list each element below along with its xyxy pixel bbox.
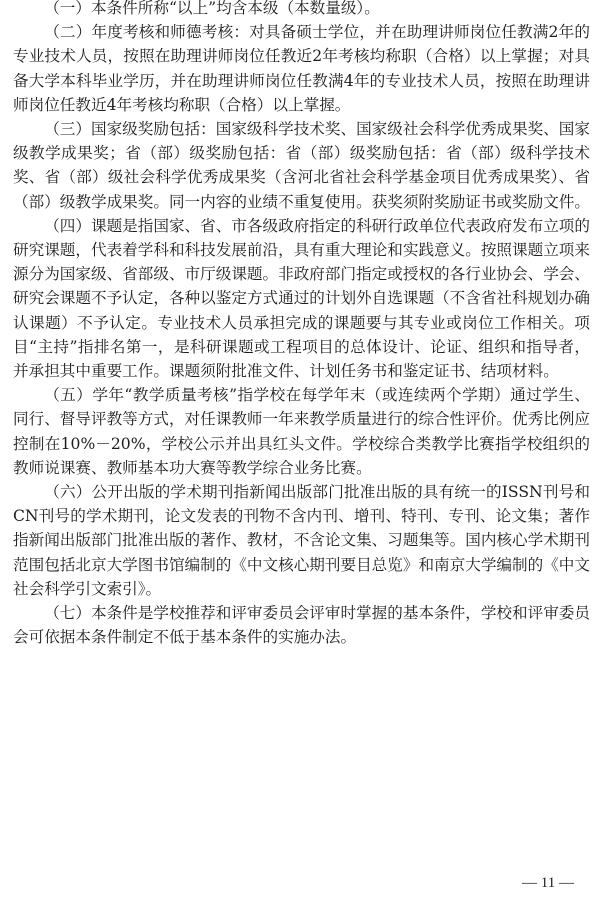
document-body [13,0,590,649]
page-number: — 11 — [522,875,574,891]
paragraph-note-7: （七）本条件是学校推荐和评审委员会评审时掌握的基本条件，学校和评审委员会可依据本条件制定不低于基本条件的实施办法。 [13,604,590,647]
paragraph-note-3: （三）国家级奖励包括：国家级科学技术奖、国家级社会科学优秀成果奖、国家级教学成果奖；省（部）级奖励包括：省（部）级奖励包括：省（部）级科学技术奖、省（部）级社会科学优秀成果奖（含河北省社会科学基金项目优秀成果奖）、省（部）级教学成果奖。同一内容的业绩不重复使用。获奖须附奖励证书或奖励文件。 [13,120,590,211]
paragraph-note-4: （四）课题是指国家、省、市各级政府指定的科研行政单位代表政府发布立项的研究课题，代表着学科和科技发展前沿，具有重大理论和实践意义。按照课题立项来源分为国家级、省部级、市厅级课题。非政府部门指定或授权的各行业协会、学会、研究会课题不予认定，各种以鉴定方式通过的计划外自选课题（不含省社科规划办确认课题）不予认定。专业技术人员承担完成的课题要与其专业或岗位工作相关。项目“主持”指排名第一，是科研课题或工程项目的总体设计、论证、组织和指导者，并承担其中重要工作。课题须附批准文件、计划任务书和鉴定证书、结项材料。 [13,216,590,381]
paragraph-note-5: （五）学年“教学质量考核”指学校在每学年末（或连续两个学期）通过学生、同行、督导评教等方式，对任课教师一年来教学质量进行的综合性评价。优秀比例应控制在10%－20%，学校公示并出具红头文件。学校综合类教学比赛指学校组织的教师说课赛、教师基本功大赛等教学综合业务比赛。 [13,386,590,477]
paragraph-note-6: （六）公开出版的学术期刊指新闻出版部门批准出版的具有统一的ISSN刊号和CN刊号的学术期刊，论文发表的刊物不含内刊、增刊、特刊、专刊、论文集；著作指新闻出版部门批准出版的著作、教材，不含论文集、习题集等。国内核心学术期刊范围包括北京大学图书馆编制的《中文核心期刊要目总览》和南京大学编制的《中文社会科学引文索引》。 [13,483,590,598]
paragraph-note-1: （一）本条件所称“以上”均含本级（本数量级）。 [44,0,380,17]
paragraph-note-2: （二）年度考核和师德考核：对具备硕士学位，并在助理讲师岗位任教满2年的专业技术人员，按照在助理讲师岗位任教近2年考核均称职（合格）以上掌握；对具备大学本科毕业学历，并在助理讲师岗位任教满4年的专业技术人员，按照在助理讲师岗位任教近4年考核均称职（合格）以上掌握。 [13,23,590,114]
